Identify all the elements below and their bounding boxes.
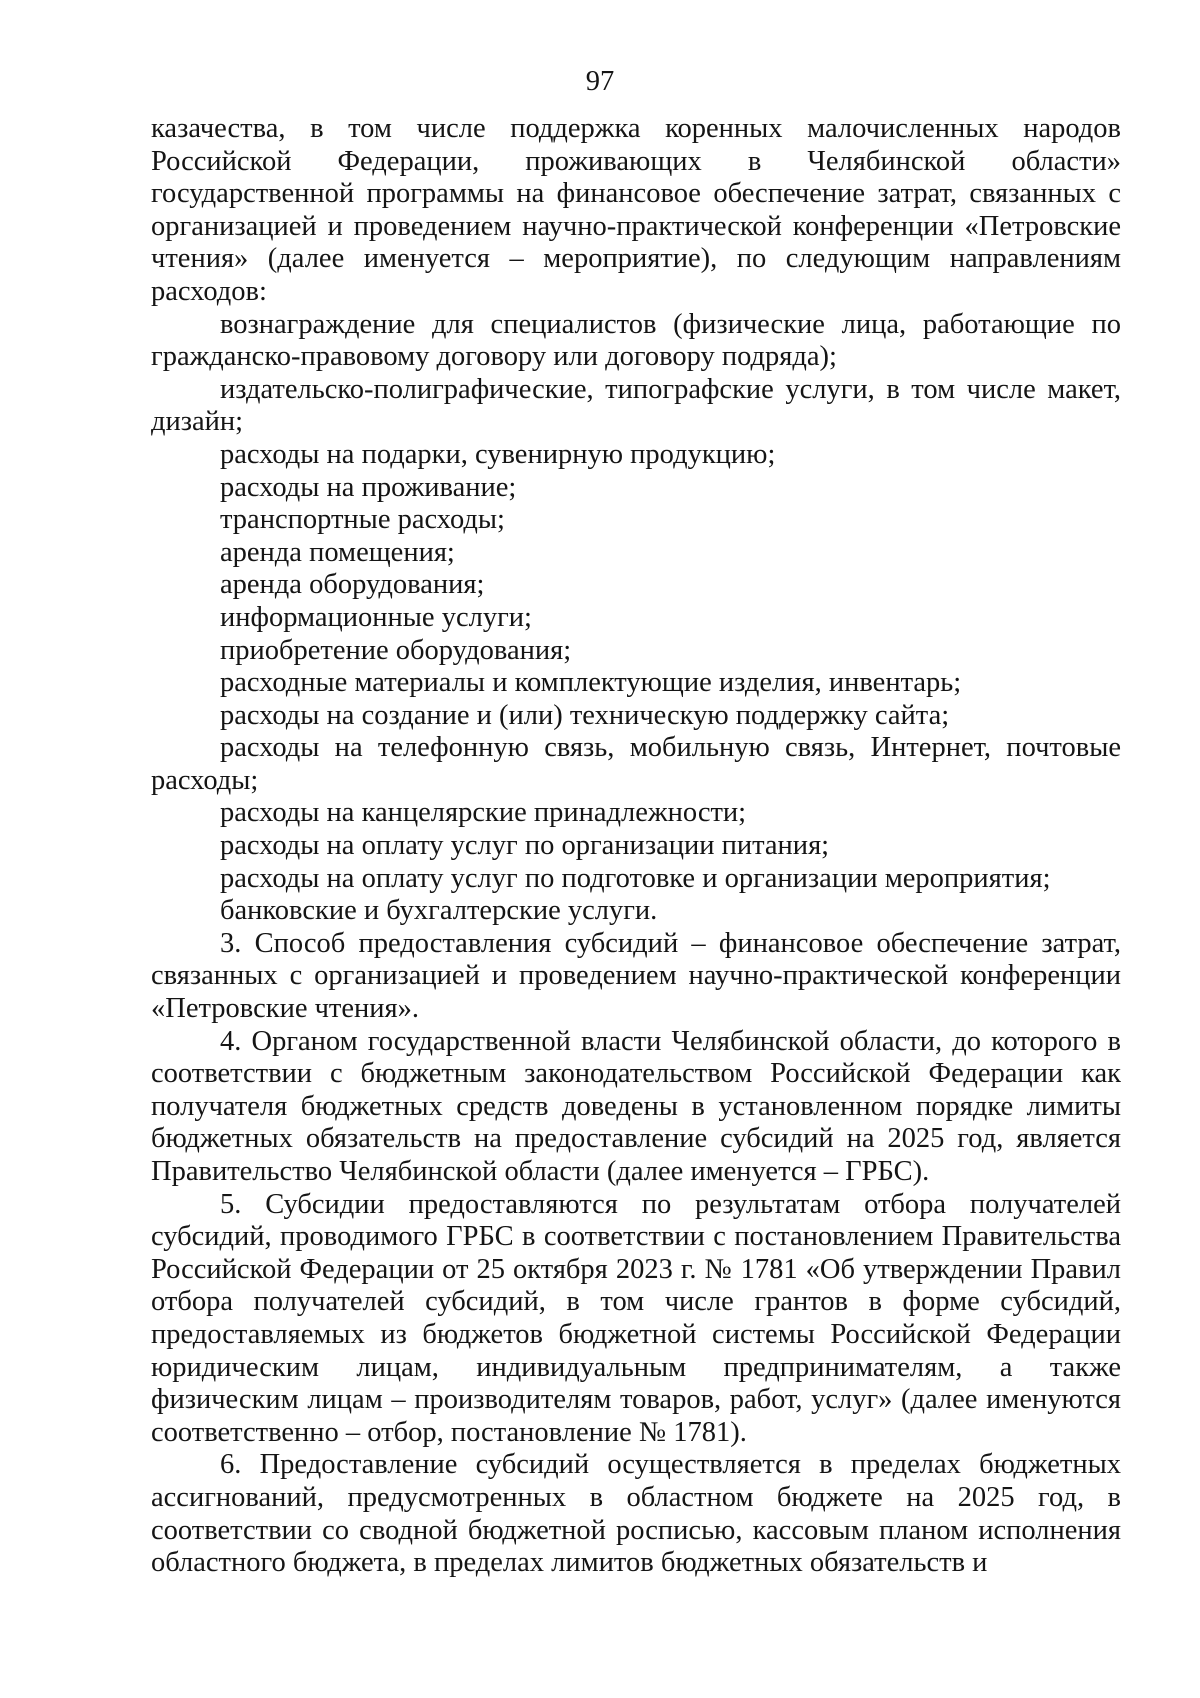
page-number: 97 bbox=[585, 66, 615, 97]
list-item-expense: вознаграждение для специалистов (физические лица, работающие по гражданско-правовому договору или договору подряда); bbox=[151, 308, 1121, 373]
list-item-expense: расходы на подарки, сувенирную продукцию; bbox=[220, 438, 776, 470]
list-item-expense: расходы на оплату услуг по организации питания; bbox=[220, 830, 830, 862]
list-item-expense: банковские и бухгалтерские услуги. bbox=[220, 895, 658, 927]
list-item-expense: расходы на проживание; bbox=[220, 471, 517, 503]
list-item-expense: приобретение оборудования; bbox=[220, 634, 572, 666]
list-item-expense: расходы на канцелярские принадлежности; bbox=[220, 797, 747, 829]
list-item-expense: аренда помещения; bbox=[220, 536, 455, 568]
list-item-expense: аренда оборудования; bbox=[220, 569, 485, 601]
list-item-expense: издательско-полиграфические, типографские услуги, в том числе макет, дизайн; bbox=[151, 373, 1121, 438]
document-body bbox=[151, 113, 1121, 1580]
paragraph-intro: казачества, в том числе поддержка коренных малочисленных народов Российской Федерации, проживающих в Челябинской области» государственной программы на финансовое обеспечение затрат, связанных с организацией и проведением научно-практической конференции «Петровские чтения» (далее именуется – мероприятие), по следующим направлениям расходов: bbox=[151, 113, 1121, 307]
clause-3: 3. Способ предоставления субсидий – финансовое обеспечение затрат, связанных с организацией и проведением научно-практической конференции «Петровские чтения». bbox=[151, 927, 1121, 1025]
list-item-expense: расходные материалы и комплектующие изделия, инвентарь; bbox=[220, 667, 962, 699]
clause-4: 4. Органом государственной власти Челябинской области, до которого в соответствии с бюджетным законодательством Российской Федерации как получателя бюджетных средств доведены в установленном порядке лимиты бюджетных обязательств на предоставление субсидий на 2025 год, является Правительство Челябинской области (далее именуется – ГРБС). bbox=[151, 1025, 1121, 1187]
list-item-expense: информационные услуги; bbox=[220, 601, 532, 633]
clause-5: 5. Субсидии предоставляются по результатам отбора получателей субсидий, проводимого ГРБС в соответствии с постановлением Правительства Российской Федерации от 25 октября 2023 г. № 1781 «Об утверждении Правил отбора получателей субсидий, в том числе грантов в форме субсидий, предоставляемых из бюджетов бюджетной системы Российской Федерации юридическим лицам, индивидуальным предпринимателям, а также физическим лицам – производителям товаров, работ, услуг» (далее именуются соответственно – отбор, постановление № 1781). bbox=[151, 1188, 1121, 1448]
clause-6: 6. Предоставление субсидий осуществляется в пределах бюджетных ассигнований, предусмотренных в областном бюджете на 2025 год, в соответствии со сводной бюджетной росписью, кассовым планом исполнения областного бюджета, в пределах лимитов бюджетных обязательств и bbox=[151, 1449, 1121, 1579]
list-item-expense: расходы на оплату услуг по подготовке и организации мероприятия; bbox=[220, 862, 1051, 894]
list-item-expense: транспортные расходы; bbox=[220, 504, 505, 536]
list-item-expense: расходы на телефонную связь, мобильную связь, Интернет, почтовые расходы; bbox=[151, 732, 1121, 796]
list-item-expense: расходы на создание и (или) техническую поддержку сайта; bbox=[220, 699, 950, 731]
